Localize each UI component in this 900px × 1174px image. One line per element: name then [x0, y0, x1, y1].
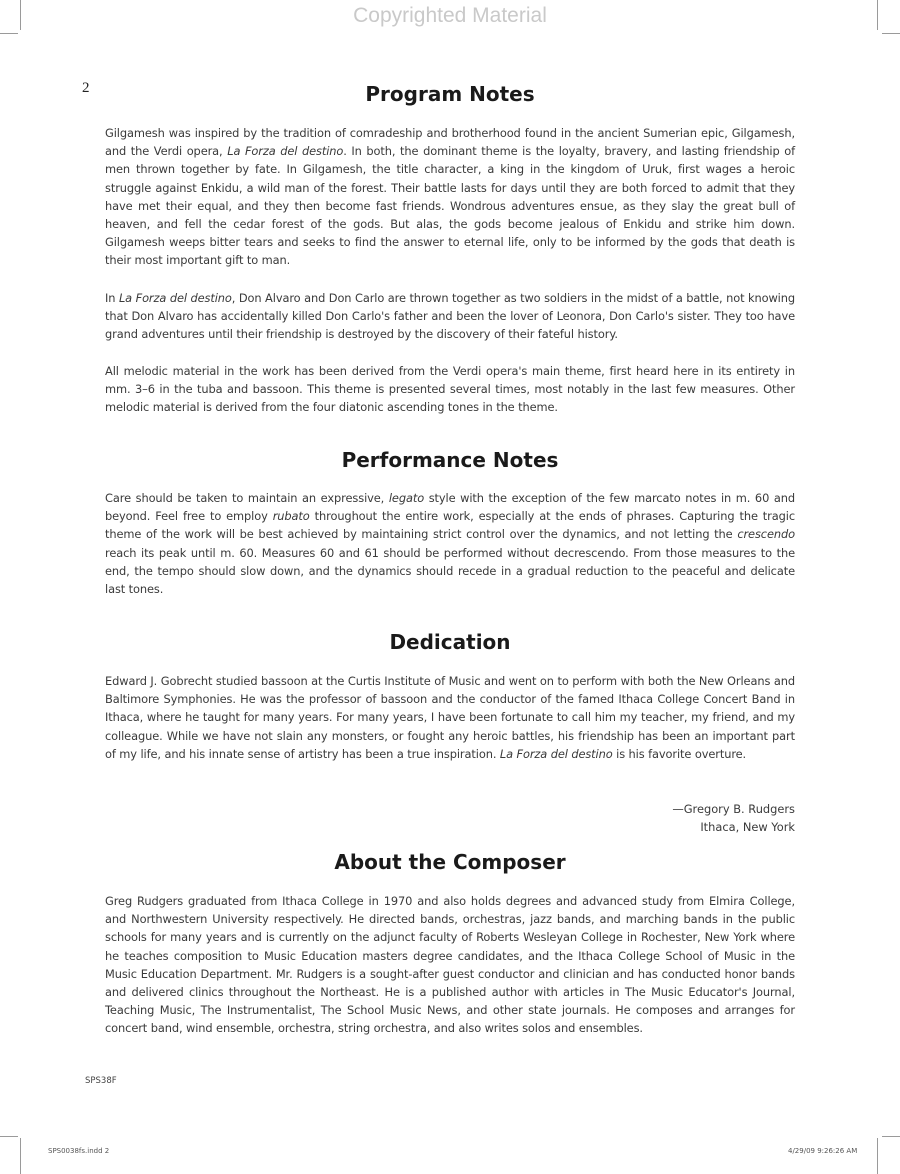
- dedication-signature: —Gregory B. Rudgers: [672, 802, 795, 816]
- crop-mark: [882, 33, 900, 34]
- dedication-heading: Dedication: [389, 630, 511, 654]
- dedication-paragraph: Edward J. Gobrecht studied bassoon at the Curtis Institute of Music and went on to perform with both the New Orleans and Baltimore Symphonies. He was the professor of bassoon and the conductor of the famed Ithaca College Concert Band in Ithaca, where he taught for many years. For many years, I have been fortunate to call him my teacher, my friend, and my colleague. While we have not slain any monsters, or fought any heroic battles, his friendship has been an important part of my life, and his innate sense of artistry has been a true inspiration. La Forza del destino is his favorite overture.: [105, 674, 795, 761]
- program-notes-paragraph-3: All melodic material in the work has been derived from the Verdi opera's main theme, first heard here in its entirety in mm. 3–6 in the tuba and bassoon. This theme is presented several times, most notably in the last few measures. Other melodic material is derived from the four diatonic ascending tones in the theme.: [105, 364, 795, 415]
- about-composer-heading: About the Composer: [334, 850, 566, 874]
- dedication-location: Ithaca, New York: [700, 820, 795, 834]
- crop-mark: [882, 1136, 900, 1137]
- crop-mark: [0, 33, 18, 34]
- print-slug-timestamp: 4/29/09 9:26:26 AM: [788, 1147, 858, 1155]
- page-number: 2: [82, 80, 90, 96]
- program-notes-paragraph-1: Gilgamesh was inspired by the tradition of comradeship and brotherhood found in the ancient Sumerian epic, Gilgamesh, and the Verdi opera, La Forza del destino. In both, the dominant theme is the loyalty, bravery, and lasting friendship of men thrown together by fate. In Gilgamesh, the title character, a king in the kingdom of Uruk, first wages a heroic struggle against Enkidu, a wild man of the forest. Their battle lasts for days until they are both forced to admit that they have met their equal, and they then become fast friends. Wondrous adventures ensue, as they slay the great bull of heaven, and fell the cedar forest of the gods. But alas, the gods become jealous of Enkidu and strike him down. Gilgamesh weeps bitter tears and seeks to find the answer to eternal life, only to be informed by the gods that death is their most important gift to man.: [105, 126, 796, 268]
- crop-mark: [877, 0, 878, 30]
- crop-mark: [20, 0, 21, 30]
- performance-notes-heading: Performance Notes: [341, 448, 559, 472]
- copyright-watermark: Copyrighted Material: [353, 4, 547, 27]
- product-code: SPS38F: [85, 1076, 117, 1086]
- program-notes-paragraph-2: In La Forza del destino, Don Alvaro and Don Carlo are thrown together as two soldiers in the midst of a battle, not knowing that Don Alvaro has accidentally killed Don Carlo's father and been the lover of Leonora, Don Carlo's sister. They too have grand adventures until their friendship is destroyed by the discovery of their fateful history.: [105, 291, 795, 342]
- program-notes-heading: Program Notes: [365, 82, 535, 106]
- performance-notes-paragraph: Care should be taken to maintain an expressive, legato style with the exception of the few marcato notes in m. 60 and beyond. Feel free to employ rubato throughout the entire work, especially at the ends of phrases. Capturing the tragic theme of the work will be best achieved by maintaining strict control over the dynamics, and not letting the crescendo reach its peak until m. 60. Measures 60 and 61 should be performed without decrescendo. From those measures to the end, the tempo should slow down, and the dynamics should recede in a gradual reduction to the peaceful and delicate last tones.: [105, 491, 795, 597]
- print-slug-file: SPS0038fs.indd 2: [48, 1147, 110, 1155]
- crop-mark: [877, 1138, 878, 1174]
- about-composer-paragraph: Greg Rudgers graduated from Ithaca College in 1970 and also holds degrees and advanced study from Elmira College, and Northwestern University respectively. He directed bands, orchestras, jazz bands, and marching bands in the public schools for many years and is currently on the adjunct faculty of Roberts Wesleyan College in Rochester, New York where he teaches composition to Music Education masters degree candidates, and the Ithaca College School of Music in the Music Education Department. Mr. Rudgers is a sought-after guest conductor and clinician and has conducted honor bands and delivered clinics throughout the Northeast. He is a published author with articles in The Music Educator's Journal, Teaching Music, The Instrumentalist, The School Music News, and other state journals. He composes and arranges for concert band, wind ensemble, orchestra, string orchestra, and also writes solos and ensembles.: [105, 894, 795, 1036]
- crop-mark: [20, 1138, 21, 1174]
- crop-mark: [0, 1136, 18, 1137]
